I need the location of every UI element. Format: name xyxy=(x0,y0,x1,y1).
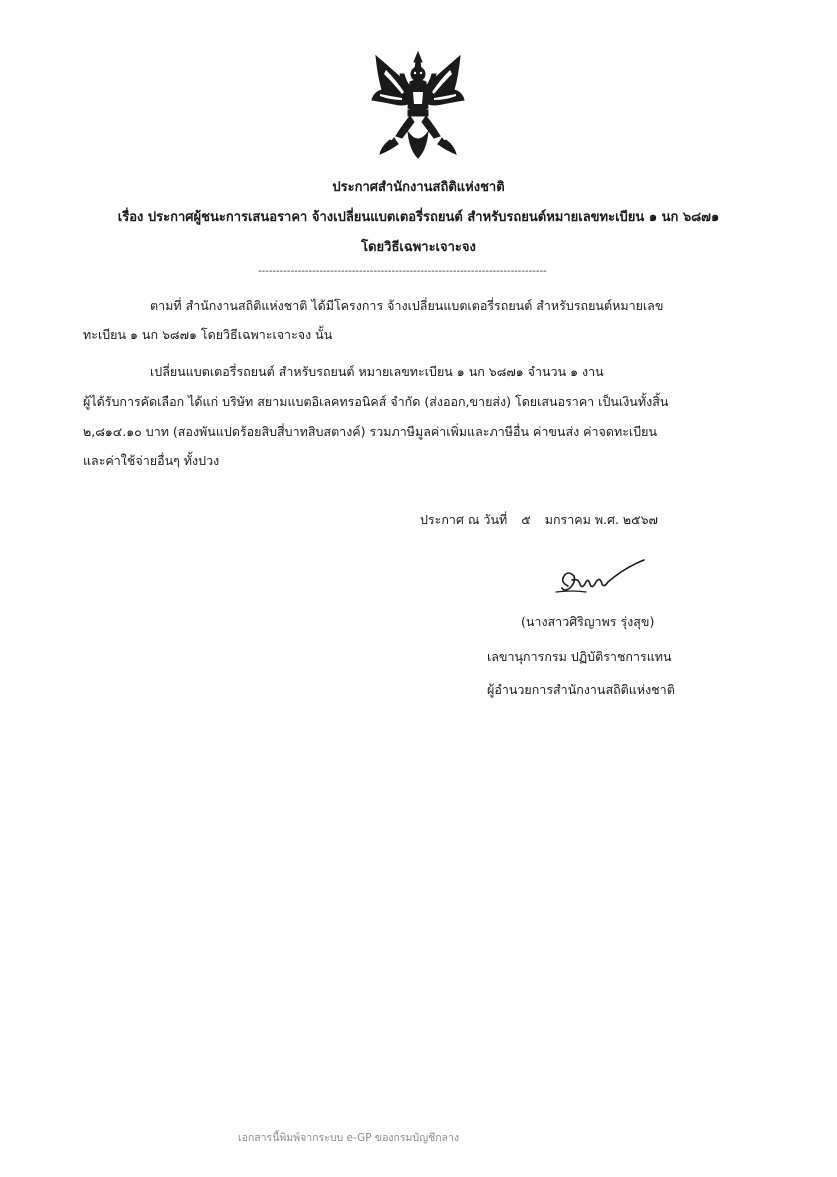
signatory-position-2: ผู้อำนวยการสำนักงานสถิติแห่งชาติ xyxy=(487,682,675,697)
date-month-year: มกราคม พ.ศ. ๒๕๖๗ xyxy=(544,512,658,527)
announcement-title: ประกาศสำนักงานสถิติแห่งชาติ xyxy=(332,180,505,195)
signatory-position: เลขานุการกรม ปฏิบัติราชการแทน xyxy=(487,649,672,664)
paragraph2-line4: และค่าใช้จ่ายอื่นๆ ทั้งปวง xyxy=(83,453,220,468)
paragraph1-line1: ตามที่ สำนักงานสถิติแห่งชาติ ได้มีโครงการ จ้างเปลี่ยนแบตเตอรี่รถยนต์ สำหรับรถยนต์หมายเลข xyxy=(150,298,664,313)
date-day: ๕ xyxy=(521,512,531,527)
signatory-name: (นางสาวศิริญาพร รุ่งสุข) xyxy=(521,614,655,629)
handwritten-signature xyxy=(552,556,648,598)
garuda-emblem-icon xyxy=(368,46,468,166)
announcement-date xyxy=(420,514,658,527)
paragraph2-line2: ผู้ได้รับการคัดเลือก ได้แก่ บริษัท สยามแบตอิเลคทรอนิคส์ จำกัด (ส่งออก,ขายส่ง) โดยเสนอราคา เป็นเงินทั้งสิ้น xyxy=(83,394,669,409)
announcement-subject: เรื่อง ประกาศผู้ชนะการเสนอราคา จ้างเปลี่ยนแบตเตอรี่รถยนต์ สำหรับรถยนต์หมายเลขทะเบียน ๑ นก ๖๘๗๑ xyxy=(117,210,720,225)
separator-line: -------------------------------------------------------------------------------- xyxy=(258,266,547,277)
paragraph1-line2: ทะเบียน ๑ นก ๖๘๗๑ โดยวิธีเฉพาะเจาะจง นั้น xyxy=(83,327,333,342)
paragraph2-line1: เปลี่ยนแบตเตอรี่รถยนต์ สำหรับรถยนต์ หมายเลขทะเบียน ๑ นก ๖๘๗๑ จำนวน ๑ งาน xyxy=(150,364,604,379)
date-prefix: ประกาศ ณ วันที่ xyxy=(420,512,508,527)
paragraph2-line3: ๒,๘๑๔.๑๐ บาท (สองพันแปดร้อยสิบสี่บาทสิบสตางค์) รวมภาษีมูลค่าเพิ่มและภาษีอื่น ค่าขนส่ง ค่าจดทะเบียน xyxy=(83,424,658,439)
footer-note: เอกสารนี้พิมพ์จากระบบ e-GP ของกรมบัญชีกลาง xyxy=(238,1132,460,1144)
announcement-method: โดยวิธีเฉพาะเจาะจง xyxy=(361,240,476,255)
